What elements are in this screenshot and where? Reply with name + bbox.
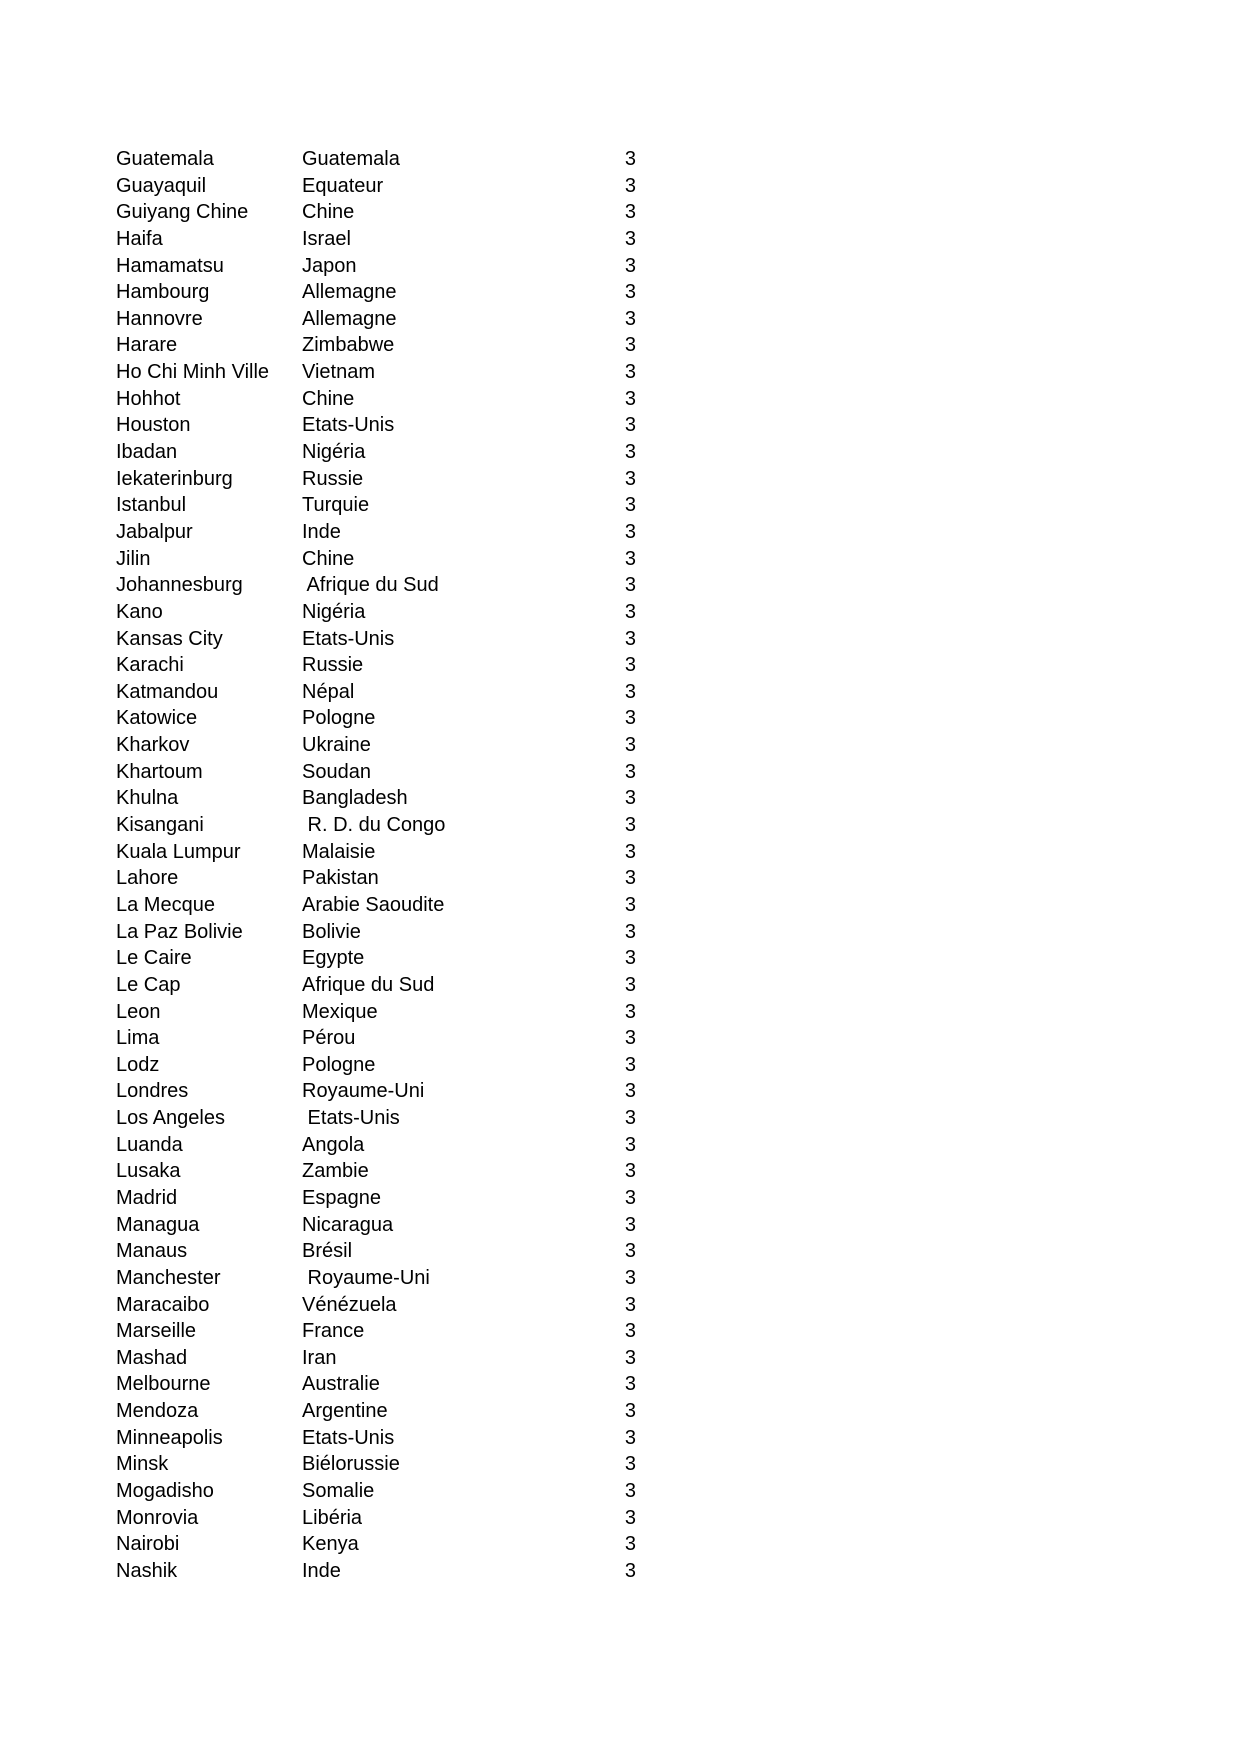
table-row bbox=[116, 546, 636, 573]
value-cell: 3 bbox=[624, 787, 636, 810]
value-cell: 3 bbox=[624, 361, 636, 384]
city-cell: La Mecque bbox=[116, 893, 215, 916]
table-row bbox=[116, 1078, 636, 1105]
city-cell: Hohhot bbox=[116, 387, 181, 410]
country-cell: Etats-Unis bbox=[302, 1107, 400, 1130]
table-row bbox=[116, 519, 636, 546]
value-cell: 3 bbox=[624, 254, 636, 277]
country-cell: Brésil bbox=[302, 1240, 353, 1263]
city-cell: Jilin bbox=[116, 547, 151, 570]
country-cell: Israel bbox=[302, 227, 351, 250]
table-row bbox=[116, 1265, 636, 1292]
city-cell: La Paz Bolivie bbox=[116, 920, 243, 943]
value-cell: 3 bbox=[624, 867, 636, 890]
table-row bbox=[116, 1318, 636, 1345]
country-cell: Inde bbox=[302, 520, 341, 543]
city-cell: Kuala Lumpur bbox=[116, 840, 241, 863]
value-cell: 3 bbox=[624, 920, 636, 943]
table-row bbox=[116, 1132, 636, 1159]
country-cell: Libéria bbox=[302, 1506, 363, 1529]
value-cell: 3 bbox=[624, 387, 636, 410]
table-row bbox=[116, 1158, 636, 1185]
country-cell: Inde bbox=[302, 1559, 341, 1582]
value-cell: 3 bbox=[624, 840, 636, 863]
value-cell: 3 bbox=[624, 227, 636, 250]
country-cell: Pérou bbox=[302, 1027, 356, 1050]
country-cell: Russie bbox=[302, 654, 364, 677]
country-cell: Japon bbox=[302, 254, 357, 277]
country-cell: Afrique du Sud bbox=[302, 973, 435, 996]
city-cell: Jabalpur bbox=[116, 520, 193, 543]
value-cell: 3 bbox=[624, 1000, 636, 1023]
country-cell: Australie bbox=[302, 1373, 380, 1396]
table-row bbox=[116, 919, 636, 946]
value-cell: 3 bbox=[624, 281, 636, 304]
city-cell: Karachi bbox=[116, 654, 184, 677]
country-cell: Equateur bbox=[302, 174, 384, 197]
city-cell: Kisangani bbox=[116, 814, 204, 837]
city-cell: Ho Chi Minh Ville bbox=[116, 361, 270, 384]
city-cell: Nairobi bbox=[116, 1533, 180, 1556]
table-row bbox=[116, 1238, 636, 1265]
table-row bbox=[116, 1558, 636, 1585]
city-cell: Minsk bbox=[116, 1453, 169, 1476]
value-cell: 3 bbox=[624, 1480, 636, 1503]
table-row bbox=[116, 1371, 636, 1398]
country-cell: Iran bbox=[302, 1346, 337, 1369]
table-row bbox=[116, 785, 636, 812]
country-cell: Allemagne bbox=[302, 307, 397, 330]
city-cell: Iekaterinburg bbox=[116, 467, 233, 490]
value-cell: 3 bbox=[624, 760, 636, 783]
value-cell: 3 bbox=[624, 1266, 636, 1289]
city-cell: Kansas City bbox=[116, 627, 223, 650]
country-cell: Allemagne bbox=[302, 281, 397, 304]
country-cell: Chine bbox=[302, 201, 355, 224]
value-cell: 3 bbox=[624, 627, 636, 650]
table-row bbox=[116, 1185, 636, 1212]
city-cell: Maracaibo bbox=[116, 1293, 210, 1316]
city-cell: Manchester bbox=[116, 1266, 221, 1289]
value-cell: 3 bbox=[624, 1186, 636, 1209]
country-cell: Vietnam bbox=[302, 361, 376, 384]
country-cell: Népal bbox=[302, 680, 355, 703]
value-cell: 3 bbox=[624, 893, 636, 916]
country-cell: Nigéria bbox=[302, 600, 366, 623]
city-cell: Monrovia bbox=[116, 1506, 199, 1529]
country-cell: Biélorussie bbox=[302, 1453, 400, 1476]
value-cell: 3 bbox=[624, 947, 636, 970]
city-cell: Londres bbox=[116, 1080, 189, 1103]
country-cell: Turquie bbox=[302, 494, 370, 517]
city-cell: Katowice bbox=[116, 707, 198, 730]
table-row bbox=[116, 865, 636, 892]
table-row bbox=[116, 1425, 636, 1452]
city-cell: Leon bbox=[116, 1000, 161, 1023]
country-cell: Zimbabwe bbox=[302, 334, 395, 357]
country-cell: Kenya bbox=[302, 1533, 359, 1556]
table-row bbox=[116, 1025, 636, 1052]
city-cell: Mogadisho bbox=[116, 1480, 214, 1503]
country-cell: Malaisie bbox=[302, 840, 376, 863]
city-cell: Minneapolis bbox=[116, 1426, 223, 1449]
table-row bbox=[116, 146, 636, 173]
value-cell: 3 bbox=[624, 174, 636, 197]
table-row bbox=[116, 839, 636, 866]
table-row bbox=[116, 759, 636, 786]
city-cell: Ibadan bbox=[116, 441, 178, 464]
country-cell: Royaume-Uni bbox=[302, 1266, 430, 1289]
value-cell: 3 bbox=[624, 1320, 636, 1343]
city-cell: Guatemala bbox=[116, 148, 214, 170]
city-cell: Los Angeles bbox=[116, 1107, 225, 1130]
city-table bbox=[116, 146, 636, 1585]
table-row bbox=[116, 1398, 636, 1425]
table-row bbox=[116, 332, 636, 359]
table-row bbox=[116, 945, 636, 972]
city-cell: Khulna bbox=[116, 787, 179, 810]
value-cell: 3 bbox=[624, 1027, 636, 1050]
city-cell: Mashad bbox=[116, 1346, 188, 1369]
table-row bbox=[116, 386, 636, 413]
table-row bbox=[116, 732, 636, 759]
country-cell: Russie bbox=[302, 467, 364, 490]
country-cell: Somalie bbox=[302, 1480, 375, 1503]
value-cell: 3 bbox=[624, 600, 636, 623]
city-cell: Hambourg bbox=[116, 281, 210, 304]
city-cell: Manaus bbox=[116, 1240, 188, 1263]
value-cell: 3 bbox=[624, 1400, 636, 1423]
city-cell: Hamamatsu bbox=[116, 254, 224, 277]
value-cell: 3 bbox=[624, 1506, 636, 1529]
table-row bbox=[116, 466, 636, 493]
country-cell: Ukraine bbox=[302, 734, 371, 757]
table-row bbox=[116, 199, 636, 226]
value-cell: 3 bbox=[624, 1293, 636, 1316]
country-cell: Argentine bbox=[302, 1400, 388, 1423]
country-cell: Pakistan bbox=[302, 867, 379, 890]
table-row bbox=[116, 1292, 636, 1319]
city-cell: Katmandou bbox=[116, 680, 219, 703]
country-cell: Zambie bbox=[302, 1160, 369, 1183]
country-cell: Chine bbox=[302, 547, 355, 570]
table-row bbox=[116, 1451, 636, 1478]
country-cell: Royaume-Uni bbox=[302, 1080, 425, 1103]
country-cell: Etats-Unis bbox=[302, 627, 395, 650]
city-cell: Lusaka bbox=[116, 1160, 181, 1183]
country-cell: Vénézuela bbox=[302, 1293, 397, 1316]
city-cell: Haifa bbox=[116, 227, 163, 250]
city-cell: Nashik bbox=[116, 1559, 178, 1582]
city-cell: Le Caire bbox=[116, 947, 192, 970]
table-row bbox=[116, 359, 636, 386]
city-cell: Lima bbox=[116, 1027, 160, 1050]
value-cell: 3 bbox=[624, 1346, 636, 1369]
table-row bbox=[116, 812, 636, 839]
city-cell: Guayaquil bbox=[116, 174, 207, 197]
value-cell: 3 bbox=[624, 334, 636, 357]
table-row bbox=[116, 279, 636, 306]
value-cell: 3 bbox=[624, 707, 636, 730]
value-cell: 3 bbox=[624, 1426, 636, 1449]
table-row bbox=[116, 1105, 636, 1132]
country-cell: Guatemala bbox=[302, 148, 400, 170]
country-cell: Mexique bbox=[302, 1000, 378, 1023]
value-cell: 3 bbox=[624, 1533, 636, 1556]
country-cell: Soudan bbox=[302, 760, 371, 783]
table-row bbox=[116, 652, 636, 679]
country-cell: Etats-Unis bbox=[302, 414, 395, 437]
table-row bbox=[116, 253, 636, 280]
value-cell: 3 bbox=[624, 1053, 636, 1076]
country-cell: Espagne bbox=[302, 1186, 381, 1209]
table-row bbox=[116, 599, 636, 626]
city-cell: Guiyang Chine bbox=[116, 201, 249, 224]
table-row bbox=[116, 439, 636, 466]
table-row bbox=[116, 1478, 636, 1505]
country-cell: Etats-Unis bbox=[302, 1426, 395, 1449]
value-cell: 3 bbox=[624, 1453, 636, 1476]
country-cell: Pologne bbox=[302, 1053, 376, 1076]
country-cell: Pologne bbox=[302, 707, 376, 730]
city-cell: Hannovre bbox=[116, 307, 203, 330]
value-cell: 3 bbox=[624, 520, 636, 543]
table-row bbox=[116, 1505, 636, 1532]
country-cell: Bangladesh bbox=[302, 787, 408, 810]
country-cell: Arabie Saoudite bbox=[302, 893, 445, 916]
value-cell: 3 bbox=[624, 1373, 636, 1396]
value-cell: 3 bbox=[624, 973, 636, 996]
city-cell: Kharkov bbox=[116, 734, 190, 757]
table-row bbox=[116, 173, 636, 200]
value-cell: 3 bbox=[624, 494, 636, 517]
table-row bbox=[116, 1345, 636, 1372]
city-cell: Luanda bbox=[116, 1133, 183, 1156]
table-row bbox=[116, 572, 636, 599]
value-cell: 3 bbox=[624, 1559, 636, 1582]
country-cell: Bolivie bbox=[302, 920, 361, 943]
table-row bbox=[116, 1052, 636, 1079]
table-row bbox=[116, 972, 636, 999]
country-cell: Egypte bbox=[302, 947, 365, 970]
value-cell: 3 bbox=[624, 1133, 636, 1156]
table-row bbox=[116, 492, 636, 519]
city-cell: Khartoum bbox=[116, 760, 203, 783]
country-cell: Afrique du Sud bbox=[302, 574, 439, 597]
value-cell: 3 bbox=[624, 467, 636, 490]
value-cell: 3 bbox=[624, 148, 636, 170]
table-row bbox=[116, 226, 636, 253]
value-cell: 3 bbox=[624, 814, 636, 837]
city-cell: Harare bbox=[116, 334, 178, 357]
country-cell: R. D. du Congo bbox=[302, 814, 446, 837]
table-row bbox=[116, 1212, 636, 1239]
value-cell: 3 bbox=[624, 414, 636, 437]
country-cell: Nigéria bbox=[302, 441, 366, 464]
country-cell: Angola bbox=[302, 1133, 365, 1156]
city-cell: Lahore bbox=[116, 867, 179, 890]
table-row bbox=[116, 892, 636, 919]
city-cell: Managua bbox=[116, 1213, 200, 1236]
country-cell: Nicaragua bbox=[302, 1213, 394, 1236]
country-cell: France bbox=[302, 1320, 365, 1343]
value-cell: 3 bbox=[624, 1080, 636, 1103]
table-row bbox=[116, 626, 636, 653]
value-cell: 3 bbox=[624, 307, 636, 330]
table-row bbox=[116, 306, 636, 333]
table-row bbox=[116, 1531, 636, 1558]
value-cell: 3 bbox=[624, 654, 636, 677]
table-row bbox=[116, 705, 636, 732]
country-cell: Chine bbox=[302, 387, 355, 410]
city-cell: Lodz bbox=[116, 1053, 160, 1076]
city-cell: Le Cap bbox=[116, 973, 181, 996]
value-cell: 3 bbox=[624, 547, 636, 570]
value-cell: 3 bbox=[624, 1240, 636, 1263]
value-cell: 3 bbox=[624, 734, 636, 757]
value-cell: 3 bbox=[624, 1213, 636, 1236]
value-cell: 3 bbox=[624, 574, 636, 597]
table-row bbox=[116, 679, 636, 706]
city-cell: Marseille bbox=[116, 1320, 197, 1343]
city-cell: Johannesburg bbox=[116, 574, 243, 597]
city-cell: Melbourne bbox=[116, 1373, 211, 1396]
city-cell: Houston bbox=[116, 414, 191, 437]
value-cell: 3 bbox=[624, 1160, 636, 1183]
city-cell: Mendoza bbox=[116, 1400, 199, 1423]
table-row bbox=[116, 999, 636, 1026]
value-cell: 3 bbox=[624, 441, 636, 464]
value-cell: 3 bbox=[624, 201, 636, 224]
city-cell: Kano bbox=[116, 600, 163, 623]
value-cell: 3 bbox=[624, 1107, 636, 1130]
value-cell: 3 bbox=[624, 680, 636, 703]
table-row bbox=[116, 412, 636, 439]
city-cell: Istanbul bbox=[116, 494, 187, 517]
city-cell: Madrid bbox=[116, 1186, 178, 1209]
